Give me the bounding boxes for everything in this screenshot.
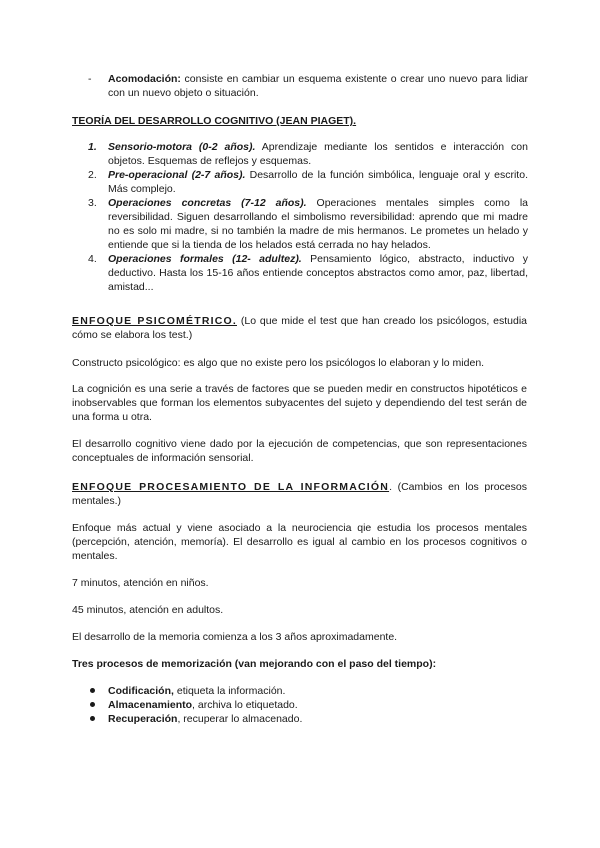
- procesamiento-note: . (Cambios en los procesos mentales.): [72, 481, 527, 507]
- bullet-icon: [90, 688, 95, 693]
- list-item-text: , archiva lo etiquetado.: [192, 699, 298, 711]
- stage-text: Operaciones mentales simples como la reversibilidad. Siguen desarrollando el simbolismo reversibilidad: aprendo que mi madre no es solo mi madre, si no también la madre de mis hermanos. Le prometes un helado y entiende que si la tienda de los helados está cerrada no hay helados.: [108, 197, 528, 251]
- bullet-icon: [90, 702, 95, 707]
- list-item-text: etiqueta la información.: [173, 685, 286, 697]
- memorization-list: [88, 684, 528, 726]
- list-item: [88, 698, 528, 712]
- stage-number: 2.: [88, 169, 97, 181]
- procesamiento-paragraph-4: El desarrollo de la memoria comienza a los 3 años aproximadamente.: [72, 631, 398, 643]
- psicometrico-heading: ENFOQUE PSICOMÉTRICO.: [72, 315, 237, 327]
- psicometrico-heading-block: [72, 314, 527, 342]
- psicometrico-paragraph-3: El desarrollo cognitivo viene dado por la ejecución de competencias, que son representaciones conceptuales de información sensorial.: [72, 438, 527, 464]
- stage-item: [88, 252, 528, 294]
- list-item-term: Codificación,: [108, 685, 174, 697]
- psicometrico-paragraph-2: La cognición es una serie a través de factores que se pueden medir en constructos hipotéticos e inobservables que forman los elementos subyacentes del sujeto y dependiendo del test serán de una forma u otra.: [72, 383, 527, 423]
- stage-text: Pensamiento lógico, abstracto, inductivo y deductivo. Hasta los 15-16 años entiende conceptos abstractos como amor, paz, libertad, amistad...: [108, 253, 528, 293]
- procesamiento-heading: ENFOQUE PROCESAMIENTO DE LA INFORMACIÓN: [72, 481, 390, 493]
- procesamiento-heading-block: [72, 480, 527, 508]
- procesamiento-paragraph-3: 45 minutos, atención en adultos.: [72, 604, 224, 616]
- stage-item: [88, 140, 528, 168]
- list-item: [88, 684, 528, 698]
- list-item-term: Recuperación: [108, 713, 178, 725]
- stage-item: [88, 196, 528, 252]
- acomodacion-term: Acomodación:: [108, 73, 181, 85]
- list-item-text: , recuperar lo almacenado.: [177, 713, 303, 725]
- stage-number: 1.: [88, 141, 97, 153]
- acomodacion-text: consiste en cambiar un esquema existente o crear uno nuevo para lidiar con un nuevo objeto o situación.: [108, 73, 528, 99]
- acomodacion-item: [88, 72, 528, 100]
- procesamiento-paragraph-2: 7 minutos, atención en niños.: [72, 577, 209, 589]
- piaget-heading-block: [72, 114, 527, 128]
- memorization-list-title: Tres procesos de memorización (van mejorando con el paso del tiempo):: [72, 658, 437, 670]
- bullet-icon: [90, 716, 95, 721]
- stage-number: 3.: [88, 197, 97, 209]
- stage-text: Desarrollo de la función simbólica, lenguaje oral y escrito. Más complejo.: [108, 169, 528, 195]
- list-item-term: Almacenamiento: [108, 699, 193, 711]
- stage-name: Operaciones concretas (7-12 años).: [108, 197, 307, 209]
- psicometrico-note: (Lo que mide el test que han creado los psicólogos, estudia cómo se elabora los test.): [72, 315, 528, 341]
- piaget-heading: TEORÍA DEL DESARROLLO COGNITIVO (JEAN PIAGET).: [72, 115, 357, 127]
- list-item: [88, 712, 528, 726]
- psicometrico-paragraph-1: Constructo psicológico: es algo que no existe pero los psicólogos lo elaboran y lo miden.: [72, 357, 485, 369]
- procesamiento-paragraph-1: Enfoque más actual y viene asociado a la neurociencia qie estudia los procesos mentales (percepción, atención, memoría). El desarrollo es igual al cambio en los procesos cognitivos o mentales.: [72, 522, 527, 562]
- stage-name: Operaciones formales (12- adultez).: [108, 253, 302, 265]
- stage-name: Pre-operacional (2-7 años).: [108, 169, 246, 181]
- dash-marker: -: [88, 73, 92, 85]
- stage-name: Sensorio-motora (0-2 años).: [108, 141, 256, 153]
- piaget-stage-list: [88, 140, 528, 294]
- stage-number: 4.: [88, 253, 97, 265]
- stage-text: Aprendizaje mediante los sentidos e interacción con objetos. Esquemas de reflejos y esquemas.: [108, 141, 528, 167]
- stage-item: [88, 168, 528, 196]
